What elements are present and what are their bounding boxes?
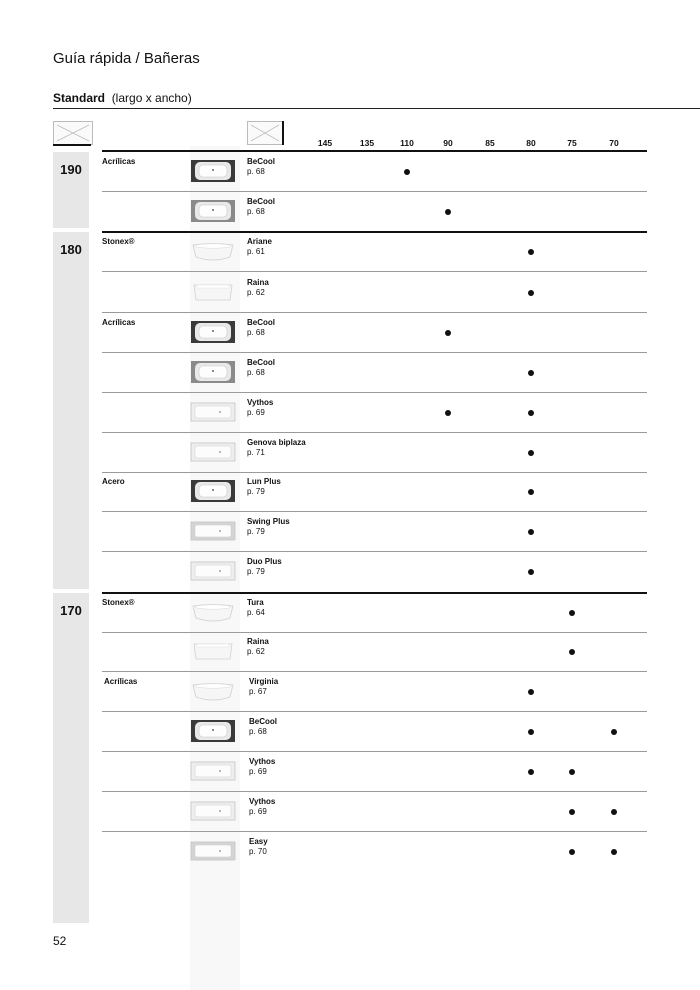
header-divider [102, 150, 647, 152]
bathtub-thumbnail [190, 157, 236, 185]
bathtub-thumbnail [190, 837, 236, 865]
product-page-ref: p. 68 [247, 207, 265, 216]
bathtub-thumbnail [190, 717, 236, 745]
row-divider [102, 352, 647, 353]
availability-dot [528, 450, 534, 456]
product-page-ref: p. 70 [249, 847, 267, 856]
availability-dot [569, 849, 575, 855]
page-number: 52 [53, 934, 67, 948]
bathtub-thumbnail-image [190, 398, 236, 426]
row-divider [102, 472, 647, 473]
product-page-ref: p. 61 [247, 247, 265, 256]
bathtub-thumbnail [190, 318, 236, 346]
section-subtitle [53, 91, 192, 105]
bathtub-thumbnail-image [190, 797, 236, 825]
availability-dot [528, 569, 534, 575]
title-divider [53, 108, 700, 109]
product-page-ref: p. 68 [247, 368, 265, 377]
availability-dot [569, 809, 575, 815]
product-name: Genova biplaza [247, 438, 306, 447]
availability-dot [445, 330, 451, 336]
group-divider [102, 231, 647, 233]
availability-dot [404, 169, 410, 175]
width-column-135: 135 [359, 138, 375, 148]
row-divider [102, 751, 647, 752]
bathtub-thumbnail-image [190, 477, 236, 505]
product-name: Duo Plus [247, 557, 282, 566]
bathtub-thumbnail [190, 557, 236, 585]
bathtub-thumbnail-image [190, 598, 236, 626]
length-label: 180 [60, 242, 82, 257]
row-divider [102, 791, 647, 792]
row-divider [102, 711, 647, 712]
row-divider [102, 191, 647, 192]
bathtub-thumbnail [190, 278, 236, 306]
length-header-rule [53, 144, 91, 146]
product-name: BeCool [247, 318, 275, 327]
bathtub-thumbnail [190, 398, 236, 426]
material-label: Acrílicas [104, 677, 138, 686]
availability-dot [528, 290, 534, 296]
width-column-110: 110 [400, 138, 414, 148]
material-label: Acrílicas [102, 157, 136, 166]
product-page-ref: p. 79 [247, 487, 265, 496]
bathtub-thumbnail [190, 797, 236, 825]
product-name: BeCool [247, 157, 275, 166]
bathtub-thumbnail-image [190, 197, 236, 225]
row-divider [102, 551, 647, 552]
row-divider [102, 312, 647, 313]
bathtub-thumbnail-image [190, 837, 236, 865]
bathtub-thumbnail-image [190, 717, 236, 745]
product-page-ref: p. 68 [247, 328, 265, 337]
product-name: Tura [247, 598, 264, 607]
bathtub-thumbnail-image [190, 438, 236, 466]
availability-dot [611, 849, 617, 855]
width-column-70: 70 [609, 138, 619, 148]
row-divider [102, 831, 647, 832]
bathtub-thumbnail-image [190, 557, 236, 585]
product-name: Raina [247, 637, 269, 646]
model-header-bar [282, 121, 284, 145]
availability-dot [445, 209, 451, 215]
product-page-ref: p. 64 [247, 608, 265, 617]
length-header-icon [53, 121, 93, 145]
bathtub-thumbnail [190, 438, 236, 466]
product-name: Lun Plus [247, 477, 281, 486]
product-page-ref: p. 68 [249, 727, 267, 736]
width-column-85: 85 [485, 138, 495, 148]
availability-dot [611, 729, 617, 735]
availability-dot [611, 809, 617, 815]
subtitle-rest: (largo x ancho) [111, 91, 192, 105]
length-block-190 [53, 152, 89, 228]
availability-dot [528, 729, 534, 735]
bathtub-thumbnail [190, 237, 236, 265]
product-page-ref: p. 62 [247, 647, 265, 656]
availability-dot [528, 489, 534, 495]
width-column-80: 80 [526, 138, 536, 148]
product-page-ref: p. 69 [247, 408, 265, 417]
bathtub-thumbnail-image [190, 278, 236, 306]
product-name: BeCool [247, 358, 275, 367]
availability-dot [528, 529, 534, 535]
availability-dot [569, 649, 575, 655]
product-name: Swing Plus [247, 517, 290, 526]
bathtub-thumbnail-image [190, 157, 236, 185]
bathtub-thumbnail [190, 197, 236, 225]
availability-dot [528, 249, 534, 255]
length-label: 190 [60, 162, 82, 177]
product-name: Easy [249, 837, 268, 846]
row-divider [102, 432, 647, 433]
availability-dot [528, 370, 534, 376]
row-divider [102, 632, 647, 633]
bathtub-thumbnail-image [190, 637, 236, 665]
bathtub-thumbnail [190, 517, 236, 545]
bathtub-thumbnail-image [190, 517, 236, 545]
availability-dot [569, 769, 575, 775]
availability-dot [528, 689, 534, 695]
product-name: Raina [247, 278, 269, 287]
material-label: Acrílicas [102, 318, 136, 327]
product-name: Vythos [247, 398, 274, 407]
product-name: Vythos [249, 757, 276, 766]
model-header-icon [247, 121, 283, 145]
bathtub-thumbnail [190, 598, 236, 626]
product-name: Virginia [249, 677, 279, 686]
product-name: Ariane [247, 237, 272, 246]
bathtub-thumbnail-image [190, 677, 236, 705]
row-divider [102, 511, 647, 512]
width-column-75: 75 [567, 138, 577, 148]
material-label: Stonex® [102, 598, 135, 607]
bathtub-thumbnail [190, 358, 236, 386]
availability-dot [569, 610, 575, 616]
product-page-ref: p. 79 [247, 567, 265, 576]
bathtub-thumbnail [190, 757, 236, 785]
length-block-170 [53, 593, 89, 923]
page-title: Guía rápida / Bañeras [53, 50, 200, 67]
bathtub-thumbnail-image [190, 237, 236, 265]
availability-dot [528, 769, 534, 775]
subtitle-bold: Standard [53, 91, 106, 105]
product-name: BeCool [249, 717, 277, 726]
availability-dot [445, 410, 451, 416]
product-page-ref: p. 71 [247, 448, 265, 457]
bathtub-thumbnail [190, 477, 236, 505]
material-label: Acero [102, 477, 125, 486]
bathtub-thumbnail [190, 637, 236, 665]
product-name: BeCool [247, 197, 275, 206]
material-label: Stonex® [102, 237, 135, 246]
length-label: 170 [60, 603, 82, 618]
bathtub-thumbnail [190, 677, 236, 705]
width-column-145: 145 [317, 138, 333, 148]
bathtub-thumbnail-image [190, 358, 236, 386]
bathtub-thumbnail-image [190, 318, 236, 346]
product-page-ref: p. 62 [247, 288, 265, 297]
product-page-ref: p. 79 [247, 527, 265, 536]
row-divider [102, 392, 647, 393]
group-divider [102, 592, 647, 594]
availability-dot [528, 410, 534, 416]
row-divider [102, 671, 647, 672]
length-block-180 [53, 232, 89, 589]
row-divider [102, 271, 647, 272]
width-column-90: 90 [443, 138, 453, 148]
bathtub-thumbnail-image [190, 757, 236, 785]
product-page-ref: p. 68 [247, 167, 265, 176]
product-page-ref: p. 69 [249, 807, 267, 816]
product-page-ref: p. 67 [249, 687, 267, 696]
product-page-ref: p. 69 [249, 767, 267, 776]
product-name: Vythos [249, 797, 276, 806]
